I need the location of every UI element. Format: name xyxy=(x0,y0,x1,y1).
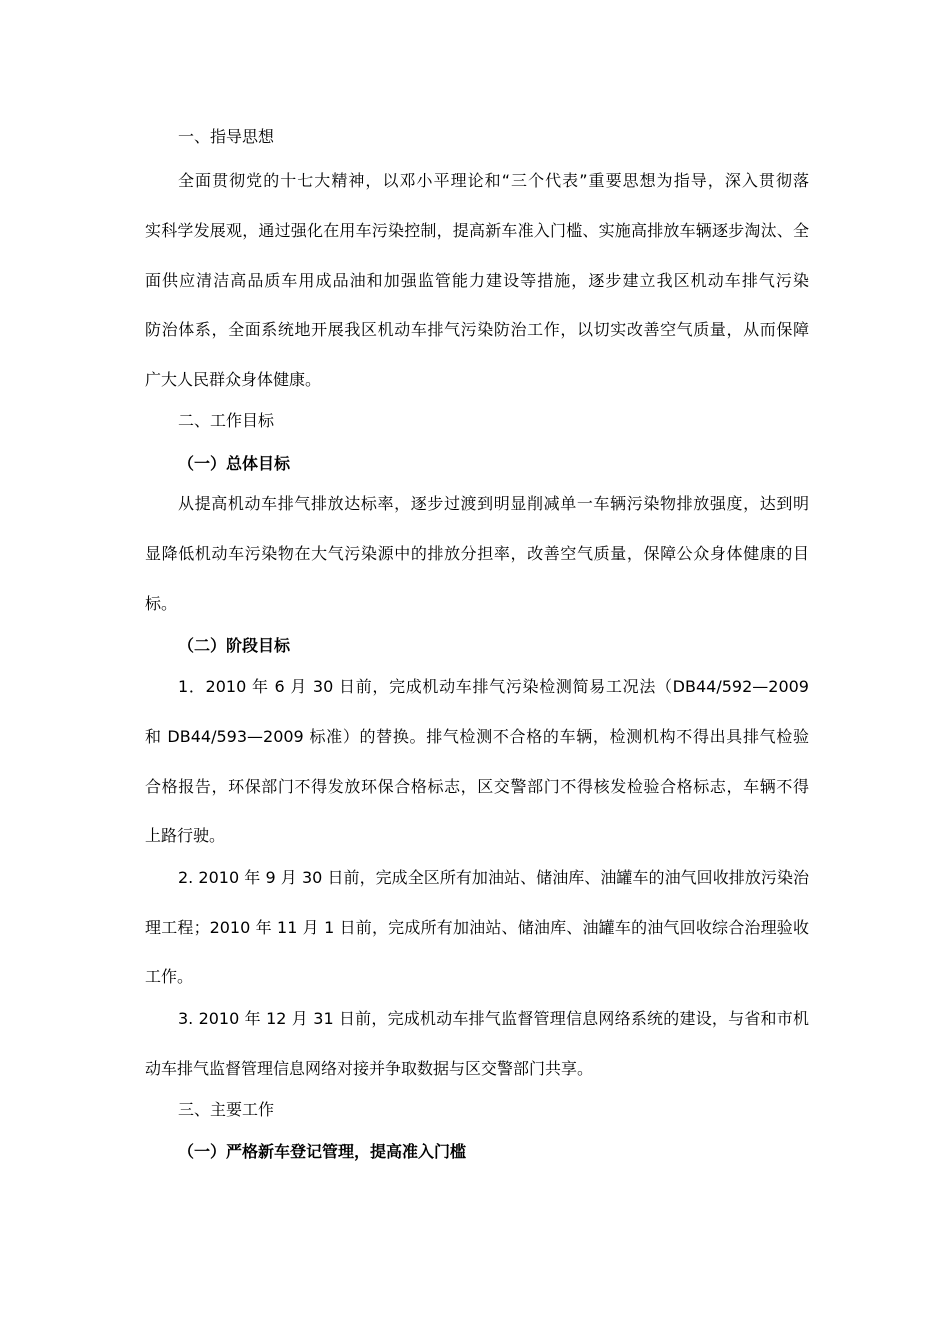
section-heading-guiding-ideology: 一、指导思想 xyxy=(178,127,275,146)
section-heading-work-goals: 二、工作目标 xyxy=(178,411,275,430)
paragraph-line: 广大人民群众身体健康。 xyxy=(145,370,322,389)
paragraph-line: 面供应清洁高品质车用成品油和加强监管能力建设等措施，逐步建立我区机动车排气污染 xyxy=(145,271,809,290)
paragraph-line: 防治体系，全面系统地开展我区机动车排气污染防治工作，以切实改善空气质量，从而保障 xyxy=(145,320,809,339)
list-item-line: 2. 2010 年 9 月 30 日前，完成全区所有加油站、储油库、油罐车的油气回收排放污染治 xyxy=(178,868,809,887)
subsection-heading-overall-goal: （一）总体目标 xyxy=(178,454,291,473)
list-item-line: 动车排气监督管理信息网络对接并争取数据与区交警部门共享。 xyxy=(145,1059,594,1078)
list-item-line: 工作。 xyxy=(145,967,194,986)
section-heading-main-work: 三、主要工作 xyxy=(178,1100,275,1119)
list-item-line: 3. 2010 年 12 月 31 日前，完成机动车排气监督管理信息网络系统的建设，与省和市机 xyxy=(178,1009,809,1028)
subsection-heading-new-vehicle-registration: （一）严格新车登记管理，提高准入门槛 xyxy=(178,1142,467,1161)
subsection-heading-stage-goals: （二）阶段目标 xyxy=(178,636,291,655)
paragraph-line: 从提高机动车排气排放达标率，逐步过渡到明显削减单一车辆污染物排放强度，达到明 xyxy=(178,494,809,513)
paragraph-line: 显降低机动车污染物在大气污染源中的排放分担率，改善空气质量，保障公众身体健康的目 xyxy=(145,544,809,563)
paragraph-line: 实科学发展观，通过强化在用车污染控制，提高新车准入门槛、实施高排放车辆逐步淘汰、全 xyxy=(145,221,809,240)
list-item-line: 上路行驶。 xyxy=(145,826,226,845)
list-item-line: 1．2010 年 6 月 30 日前，完成机动车排气污染检测简易工况法（DB44/592—2009 xyxy=(178,677,809,696)
paragraph-line: 全面贯彻党的十七大精神，以邓小平理论和“三个代表”重要思想为指导，深入贯彻落 xyxy=(178,171,809,190)
paragraph-line: 标。 xyxy=(145,594,178,613)
list-item-line: 和 DB44/593—2009 标准）的替换。排气检测不合格的车辆，检测机构不得出具排气检验 xyxy=(145,727,809,746)
list-item-line: 理工程；2010 年 11 月 1 日前，完成所有加油站、储油库、油罐车的油气回收综合治理验收 xyxy=(145,918,809,937)
list-item-line: 合格报告，环保部门不得发放环保合格标志，区交警部门不得核发检验合格标志，车辆不得 xyxy=(145,777,809,796)
